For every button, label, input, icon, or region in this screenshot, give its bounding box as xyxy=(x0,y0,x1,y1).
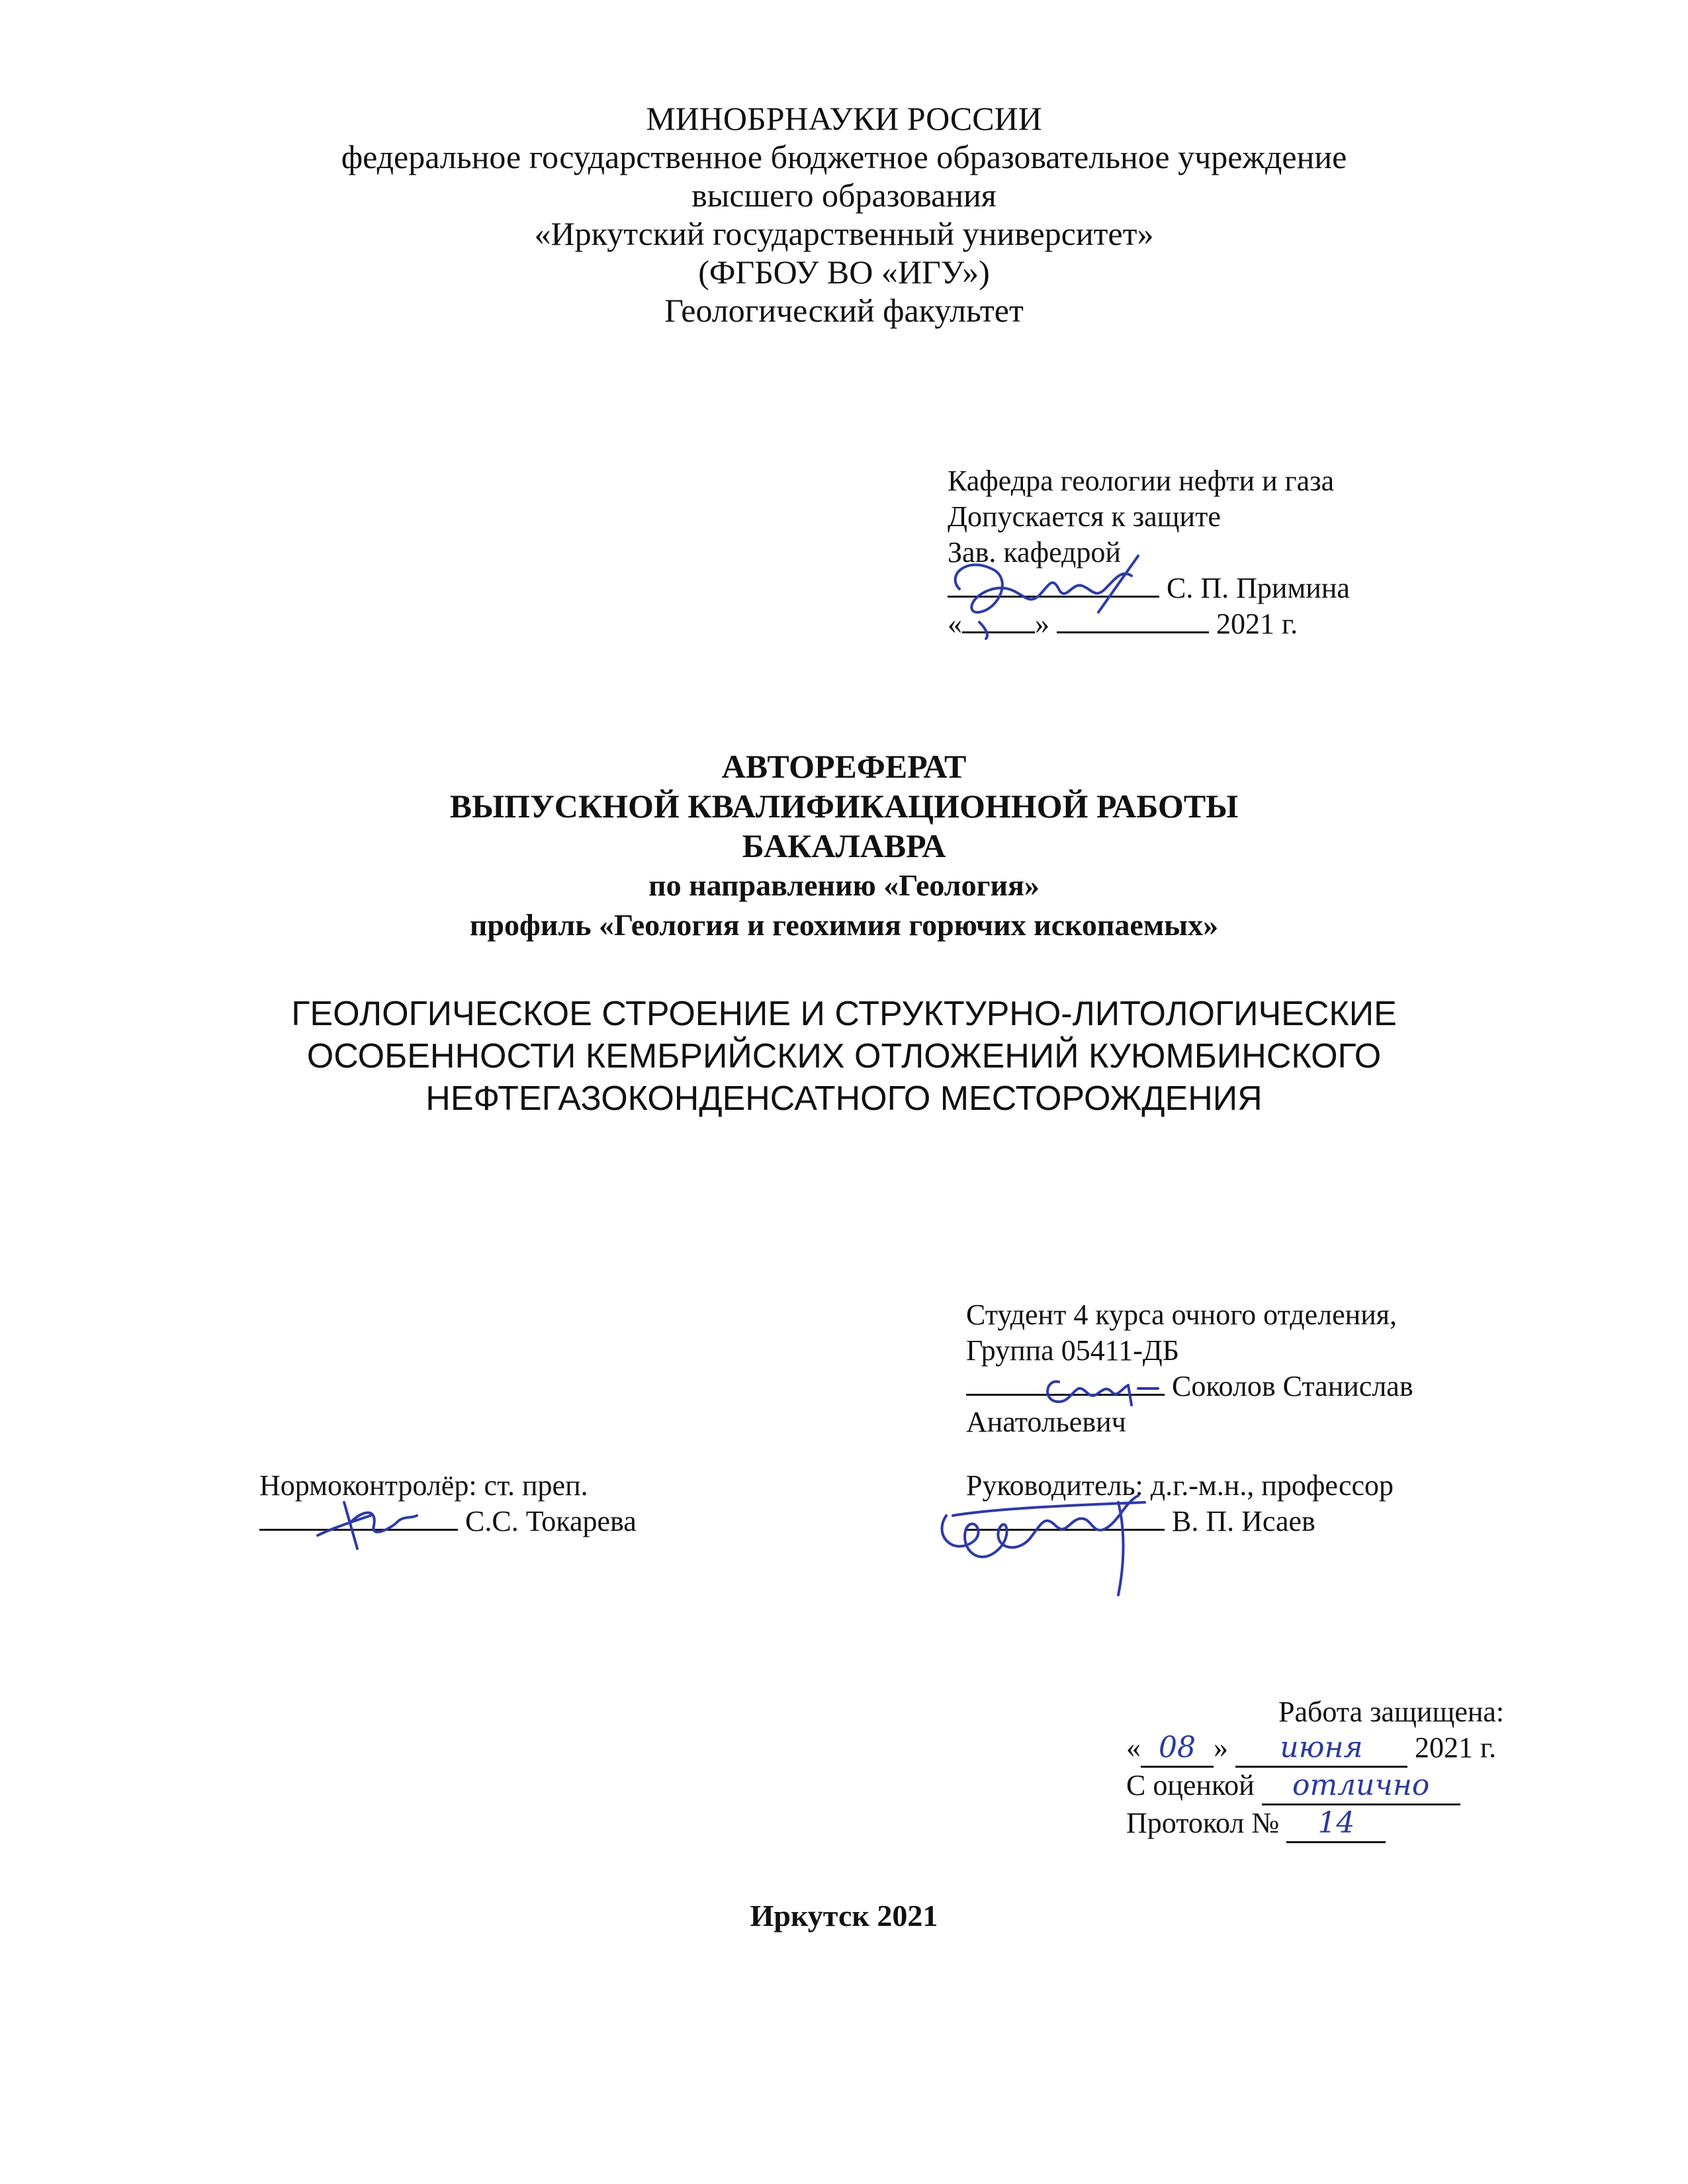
student-name-part1: Соколов Станислав xyxy=(1172,1370,1413,1402)
university-name: «Иркутский государственный университет» xyxy=(534,215,1154,252)
title-line4: по направлению «Геология» xyxy=(648,868,1040,902)
topic-block xyxy=(0,993,1688,1120)
grade-label: С оценкой xyxy=(1126,1769,1255,1801)
defense-label: Работа защищена: xyxy=(1278,1696,1505,1728)
city-year: Иркутск 2021 xyxy=(750,1899,938,1933)
topic-line2: ОСОБЕННОСТИ КЕМБРИЙСКИХ ОТЛОЖЕНИЙ КУЮМБИНСКОГО xyxy=(306,1037,1382,1075)
supervisor-name: В. П. Исаев xyxy=(1172,1505,1315,1537)
student-course: Студент 4 курса очного отделения, xyxy=(966,1298,1397,1331)
protocol-label: Протокол № xyxy=(1126,1807,1280,1839)
title-block xyxy=(0,747,1688,945)
defense-day: 08 xyxy=(1141,1730,1214,1768)
institution-line1: федеральное государственное бюджетное образовательное учреждение xyxy=(341,138,1347,175)
grade-value: отлично xyxy=(1262,1768,1460,1805)
protocol-number: 14 xyxy=(1286,1805,1386,1843)
normcontrol-signature xyxy=(304,1489,437,1555)
normcontrol-name: С.С. Токарева xyxy=(465,1505,637,1537)
ministry: МИНОБРНАУКИ РОССИИ xyxy=(646,100,1042,137)
admitted-text: Допускается к защите xyxy=(948,500,1221,533)
faculty: Геологический факультет xyxy=(664,292,1024,329)
head-label: Зав. кафедрой xyxy=(948,536,1121,569)
normcontrol-label: Нормоконтролёр: ст. преп. xyxy=(259,1469,588,1502)
approval-date: « » 2021 г. xyxy=(948,608,1298,640)
department: Кафедра геологии нефти и газа xyxy=(948,465,1335,497)
student-group: Группа 05411-ДБ xyxy=(966,1334,1180,1367)
defense-block xyxy=(1126,1694,1504,1843)
title-line5: профиль «Геология и геохимия горючих ископаемых» xyxy=(469,908,1219,942)
supervisor-label: Руководитель: д.г.-м.н., профессор xyxy=(966,1469,1394,1502)
title-line3: БАКАЛАВРА xyxy=(742,827,946,864)
topic-line3: НЕФТЕГАЗОКОНДЕНСАТНОГО МЕСТОРОЖДЕНИЯ xyxy=(425,1079,1263,1118)
defense-month: июня xyxy=(1235,1730,1407,1768)
protocol-row xyxy=(1126,1805,1504,1843)
defense-date: « 08 » июня 2021 г. xyxy=(1126,1730,1504,1768)
supervisor-signature xyxy=(926,1476,1178,1608)
university-abbr: (ФГБОУ ВО «ИГУ») xyxy=(698,253,990,291)
student-signature xyxy=(1032,1369,1178,1422)
topic-line1: ГЕОЛОГИЧЕСКОЕ СТРОЕНИЕ И СТРУКТУРНО-ЛИТОЛОГИЧЕСКИЕ xyxy=(291,995,1397,1033)
institution-line2: высшего образования xyxy=(691,177,997,214)
defense-year: 2021 г. xyxy=(1415,1731,1497,1764)
head-name: С. П. Примина xyxy=(1167,572,1350,604)
header-block xyxy=(0,99,1688,330)
head-signature xyxy=(940,549,1165,642)
title-line2: ВЫПУСКНОЙ КВАЛИФИКАЦИОННОЙ РАБОТЫ xyxy=(449,788,1239,825)
approval-year: 2021 г. xyxy=(1216,608,1298,640)
defense-grade-row xyxy=(1126,1768,1504,1805)
student-name-part2: Анатольевич xyxy=(966,1406,1126,1438)
title-line1: АВТОРЕФЕРАТ xyxy=(721,748,967,785)
